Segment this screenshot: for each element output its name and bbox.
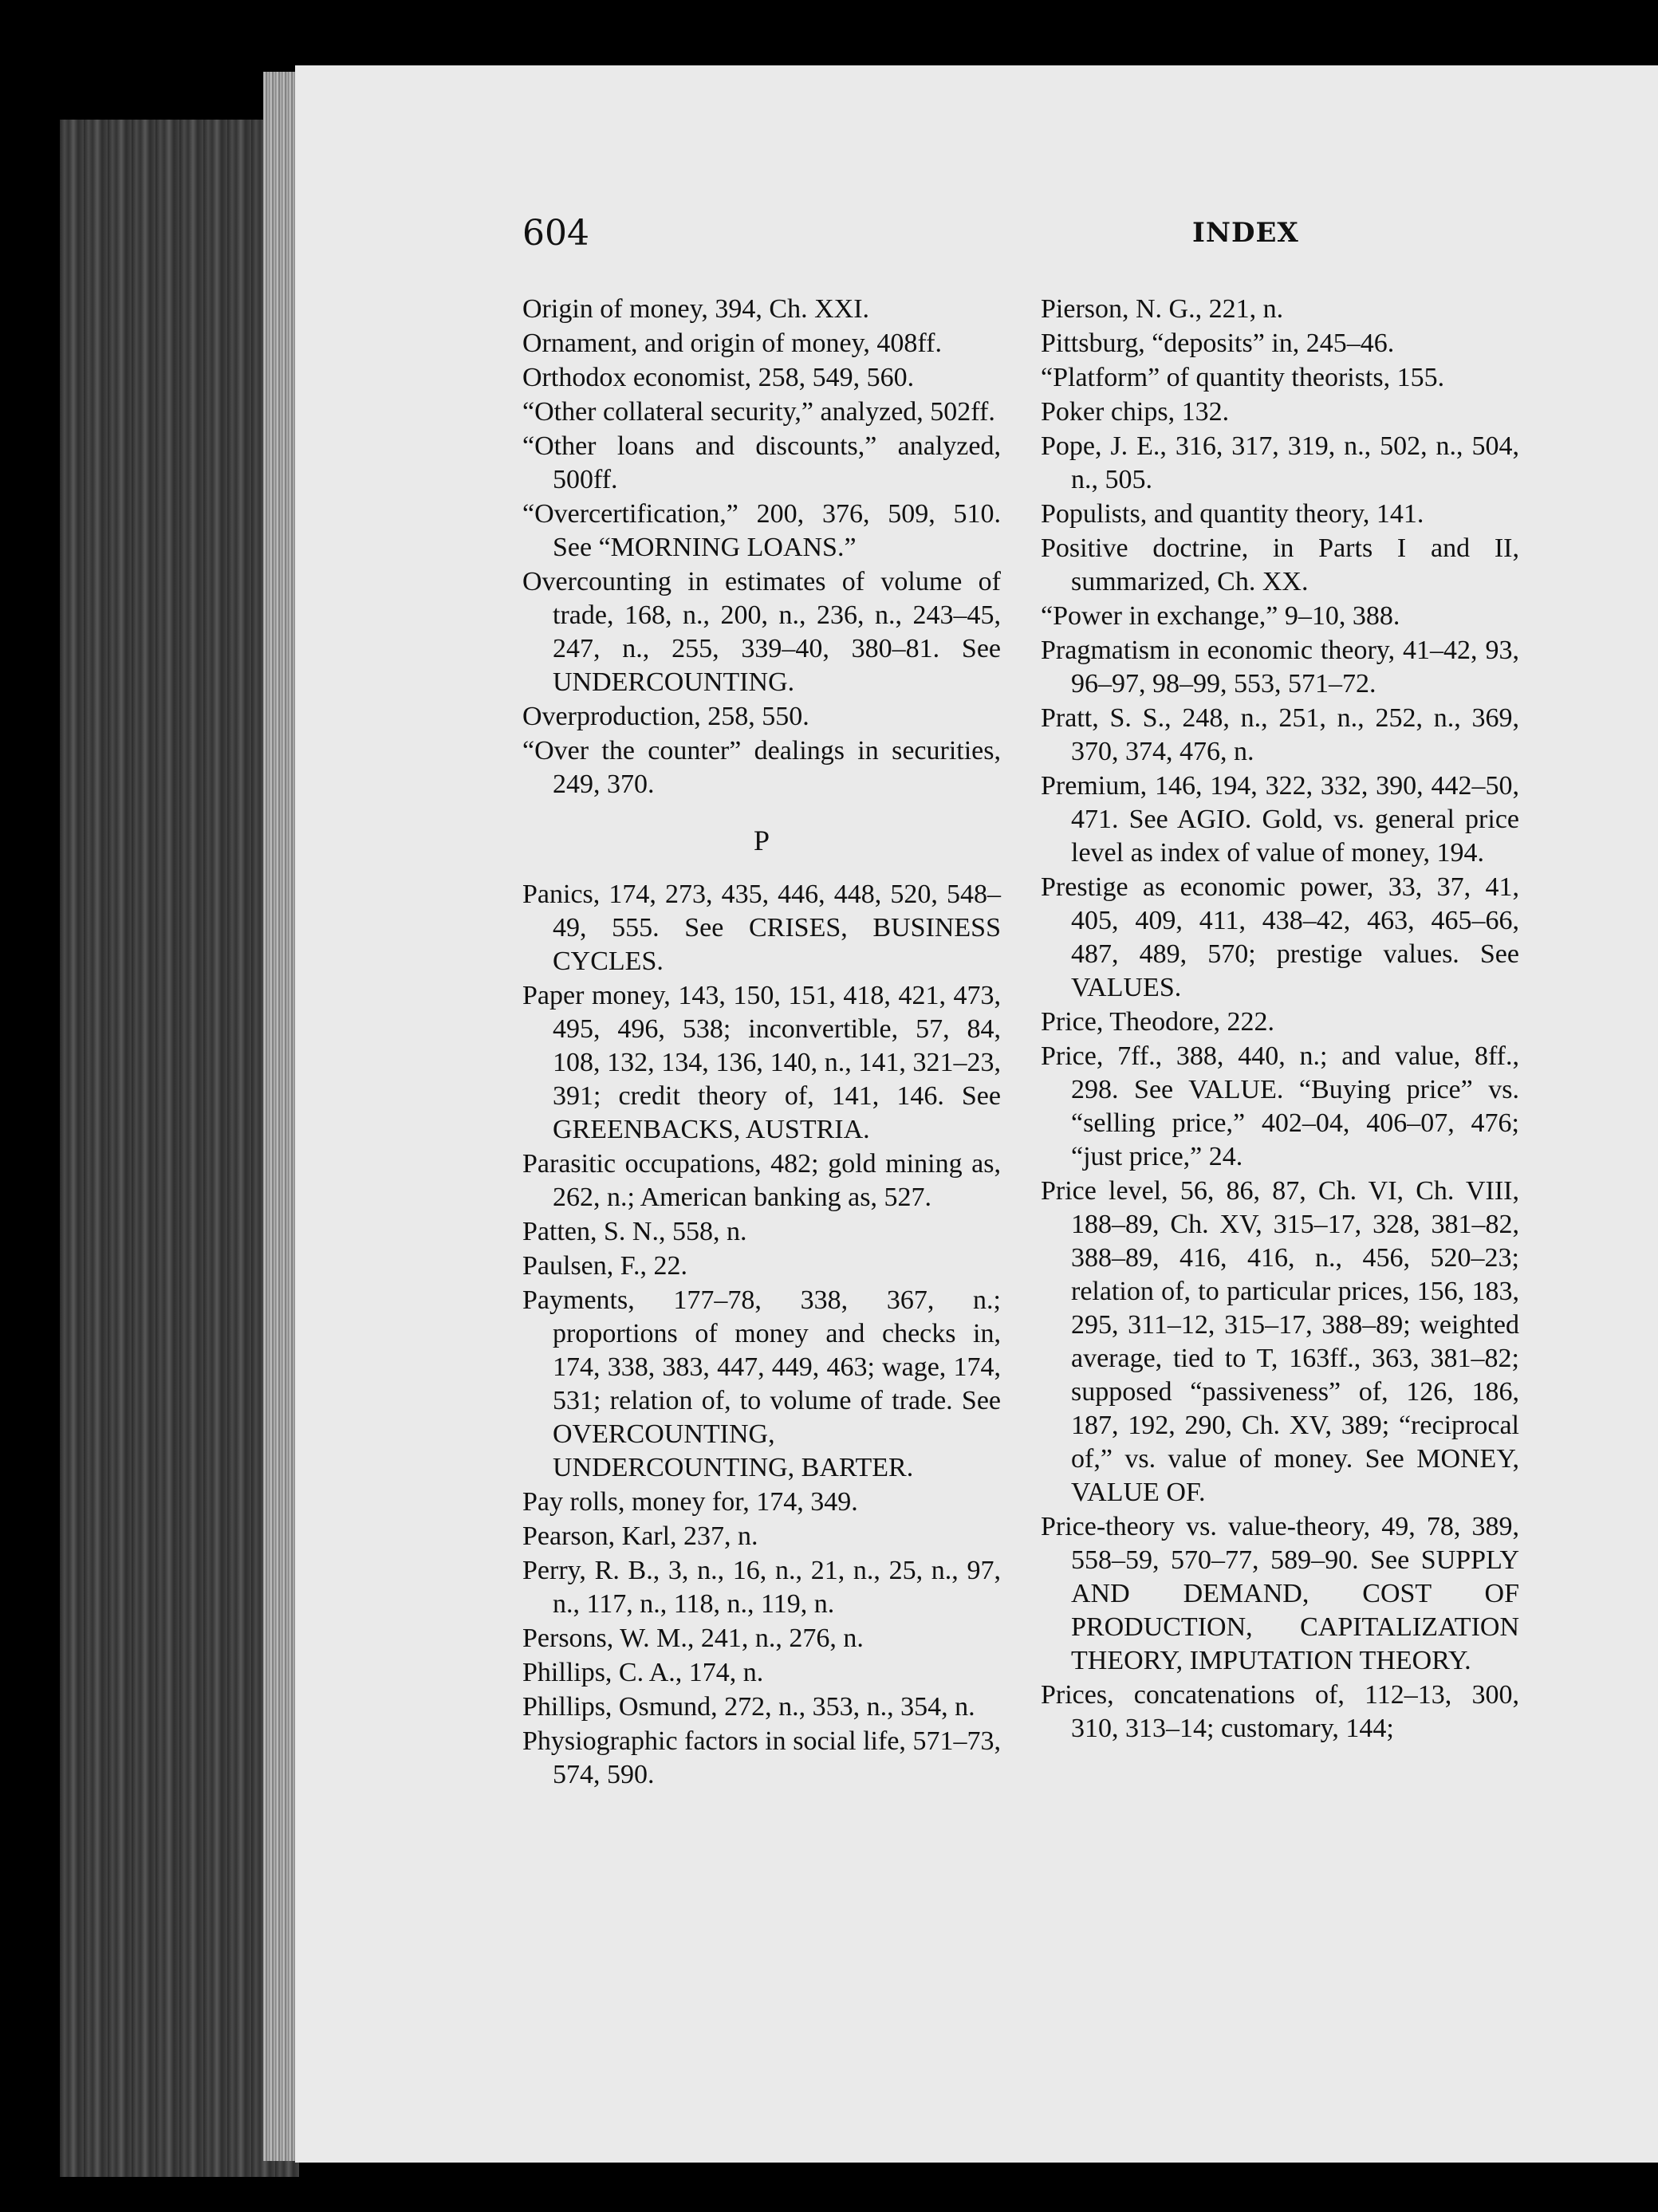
index-entry: Patten, S. N., 558, n.	[522, 1217, 747, 1246]
index-entry: “Overcertification,” 200, 376, 509, 510. See “MORNING LOANS.”	[522, 499, 1001, 562]
index-entry: “Other loans and discounts,” analyzed, 500ff.	[522, 431, 1001, 494]
page-edges	[263, 72, 299, 2161]
index-entry: Panics, 174, 273, 435, 446, 448, 520, 548–49, 555. See CRISES, BUSINESS CYCLES.	[522, 880, 1001, 976]
index-entry: Pittsburg, “deposits” in, 245–46.	[1041, 329, 1395, 358]
index-entry: Price-theory vs. value-theory, 49, 78, 389, 558–59, 570–77, 589–90. See SUPPLY AND DEMAND, COST OF PRODUCTION, CAPITALIZATION THEORY, IMPUTATION THEORY.	[1041, 1512, 1519, 1675]
index-entry: Pearson, Karl, 237, n.	[522, 1521, 758, 1551]
running-head	[522, 213, 1658, 293]
index-entry: Premium, 146, 194, 322, 332, 390, 442–50, 471. See AGIO. Gold, vs. general price level as index of value of money, 194.	[1041, 771, 1519, 868]
index-entry: Pragmatism in economic theory, 41–42, 93, 96–97, 98–99, 553, 571–72.	[1041, 636, 1519, 699]
index-entry: Phillips, Osmund, 272, n., 353, n., 354, n.	[522, 1692, 975, 1722]
index-entry: Orthodox economist, 258, 549, 560.	[522, 363, 915, 392]
index-entry: Poker chips, 132.	[1041, 397, 1230, 427]
index-entry: Price, 7ff., 388, 440, n.; and value, 8ff., 298. See VALUE. “Buying price” vs. “selling price,” 402–04, 406–07, 476; “just price,” 24.	[1041, 1041, 1519, 1171]
index-entry: Pope, J. E., 316, 317, 319, n., 502, n., 504, n., 505.	[1041, 431, 1519, 494]
index-entry: Paper money, 143, 150, 151, 418, 421, 473, 495, 496, 538; inconvertible, 57, 84, 108, 132, 134, 136, 140, n., 141, 321–23, 391; credit theory of, 141, 146. See GREENBACKS, AUSTRIA.	[522, 981, 1001, 1144]
index-entry: Phillips, C. A., 174, n.	[522, 1658, 764, 1687]
index-entry: Ornament, and origin of money, 408ff.	[522, 329, 942, 358]
index-entry: Origin of money, 394, Ch. XXI.	[522, 294, 870, 324]
index-entry: Paulsen, F., 22.	[522, 1251, 687, 1281]
index-entry: Overcounting in estimates of volume of trade, 168, n., 200, n., 236, n., 243–45, 247, n., 255, 339–40, 380–81. See UNDERCOUNTING.	[522, 567, 1001, 697]
index-entry: Positive doctrine, in Parts I and II, summarized, Ch. XX.	[1041, 533, 1519, 596]
index-entry: Populists, and quantity theory, 141.	[1041, 499, 1424, 529]
page-number: 604	[522, 213, 589, 254]
page-title: INDEX	[1192, 217, 1299, 249]
index-entry: Overproduction, 258, 550.	[522, 702, 809, 731]
index-entry: “Power in exchange,” 9–10, 388.	[1041, 601, 1400, 631]
index-entry: “Other collateral security,” analyzed, 502ff.	[522, 397, 995, 427]
index-entry: Prestige as economic power, 33, 37, 41, 405, 409, 411, 438–42, 463, 465–66, 487, 489, 570; prestige values. See VALUES.	[1041, 872, 1519, 1002]
index-entry: Pay rolls, money for, 174, 349.	[522, 1487, 858, 1517]
index-entry: Price level, 56, 86, 87, Ch. VI, Ch. VIII, 188–89, Ch. XV, 315–17, 328, 381–82, 388–89, 416, 416, n., 456, 520–23; relation of, to particular prices, 156, 183, 295, 311–12, 315–17, 388–89; weighted average, tied to T, 163ff., 363, 381–82; supposed “passiveness” of, 126, 186, 187, 192, 290, Ch. XV, 389; “reciprocal of,” vs. value of money. See MONEY, VALUE OF.	[1041, 1176, 1519, 1507]
index-entry: “Platform” of quantity theorists, 155.	[1041, 363, 1445, 392]
index-entry: Pratt, S. S., 248, n., 251, n., 252, n., 369, 370, 374, 476, n.	[1041, 703, 1519, 766]
index-entry: Physiographic factors in social life, 571–73, 574, 590.	[522, 1726, 1001, 1789]
index-column-right	[1041, 293, 1519, 1746]
book-page	[295, 65, 1658, 2163]
index-column-left	[522, 293, 1001, 1793]
index-entry: Payments, 177–78, 338, 367, n.; proportions of money and checks in, 174, 338, 383, 447, 449, 463; wage, 174, 531; relation of, to volume of trade. See OVERCOUNTING, UNDERCOUNTING, BARTER.	[522, 1285, 1001, 1482]
index-entry: Pierson, N. G., 221, n.	[1041, 294, 1284, 324]
section-letter-heading: P	[753, 825, 770, 856]
index-entry: Parasitic occupations, 482; gold mining as, 262, n.; American banking as, 527.	[522, 1149, 1001, 1212]
index-entry: Persons, W. M., 241, n., 276, n.	[522, 1624, 864, 1653]
index-entry: “Over the counter” dealings in securities, 249, 370.	[522, 736, 1001, 799]
index-entry: Prices, concatenations of, 112–13, 300, 310, 313–14; customary, 144;	[1041, 1680, 1519, 1743]
index-entry: Price, Theodore, 222.	[1041, 1007, 1275, 1037]
index-entry: Perry, R. B., 3, n., 16, n., 21, n., 25, n., 97, n., 117, n., 118, n., 119, n.	[522, 1556, 1001, 1619]
